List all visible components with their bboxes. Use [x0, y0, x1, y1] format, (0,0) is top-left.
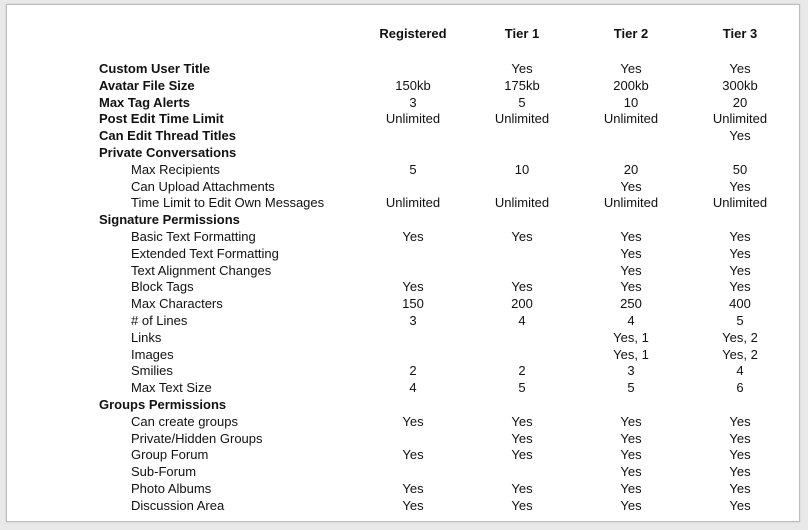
table-cell: Yes — [511, 228, 533, 244]
table-cell: Yes — [511, 61, 533, 76]
table-cell: 150 — [402, 296, 424, 312]
table-cell: 5 — [518, 380, 526, 396]
table-row — [7, 498, 801, 515]
row-label: Custom User Title — [99, 61, 211, 76]
table-cell: Yes — [620, 228, 642, 244]
row-sublabel: Images — [131, 346, 174, 362]
column-header-tier-2: Tier 2 — [613, 26, 649, 41]
table-cell: Unlimited — [603, 111, 659, 127]
table-cell: Yes — [402, 497, 424, 513]
row-sublabel: Max Characters — [131, 296, 223, 312]
table-cell: Yes — [729, 430, 751, 446]
table-row — [7, 330, 801, 347]
table-row — [7, 195, 801, 212]
row-label: Avatar File Size — [99, 77, 195, 93]
table-cell: Yes — [729, 178, 751, 194]
table-cell: Yes — [620, 61, 642, 76]
table-cell: Yes — [402, 413, 424, 429]
table-row — [7, 431, 801, 448]
table-cell: Unlimited — [385, 111, 441, 127]
table-cell: 10 — [514, 161, 530, 177]
table-cell: Yes — [511, 497, 533, 513]
table-cell: Yes — [729, 61, 751, 76]
table-cell: Yes — [729, 497, 751, 513]
row-sublabel: Can create groups — [131, 413, 238, 429]
row-sublabel: Basic Text Formatting — [131, 228, 256, 244]
table-cell: Yes, 2 — [722, 329, 758, 345]
table-row — [7, 263, 801, 280]
table-cell: 4 — [518, 312, 526, 328]
row-label: Signature Permissions — [99, 212, 240, 228]
table-row — [7, 212, 801, 229]
table-row — [7, 179, 801, 196]
row-sublabel: Max Text Size — [131, 380, 212, 396]
table-cell: 200 — [511, 296, 533, 312]
row-label: Post Edit Time Limit — [99, 111, 224, 127]
table-row — [7, 128, 801, 145]
table-cell: 150kb — [395, 77, 431, 93]
row-label: Can Edit Thread Titles — [99, 128, 237, 144]
table-cell: 175kb — [504, 77, 540, 93]
table-cell: Yes — [620, 497, 642, 513]
table-cell: Yes — [620, 430, 642, 446]
table-cell: 10 — [623, 94, 639, 110]
row-label: Max Tag Alerts — [99, 94, 191, 110]
table-cell: Yes — [729, 245, 751, 261]
table-cell: 3 — [409, 94, 417, 110]
table-cell: 2 — [409, 363, 417, 379]
row-sublabel: Discussion Area — [131, 497, 225, 513]
table-cell: Yes, 1 — [613, 329, 649, 345]
table-cell: 6 — [736, 380, 744, 396]
table-cell: Yes — [402, 447, 424, 463]
table-row — [7, 78, 801, 95]
column-header-tier-1: Tier 1 — [504, 26, 540, 41]
table-cell: 4 — [409, 380, 417, 396]
table-cell: 4 — [627, 312, 635, 328]
table-cell: 5 — [736, 312, 744, 328]
table-cell: Yes — [620, 245, 642, 261]
row-sublabel: Private/Hidden Groups — [131, 430, 263, 446]
table-cell: Unlimited — [494, 111, 550, 127]
table-cell: Unlimited — [494, 195, 550, 211]
row-sublabel: Links — [131, 329, 162, 345]
table-cell: 50 — [732, 161, 748, 177]
table-row — [7, 246, 801, 263]
table-cell: 250 — [620, 296, 642, 312]
permissions-table — [7, 61, 801, 515]
row-sublabel: # of Lines — [131, 312, 188, 328]
table-row — [7, 61, 801, 78]
table-row — [7, 347, 801, 364]
row-sublabel: Smilies — [131, 363, 173, 379]
table-cell: Yes — [511, 447, 533, 463]
table-cell: Yes — [729, 413, 751, 429]
table-row — [7, 95, 801, 112]
table-cell: 2 — [518, 363, 526, 379]
table-row — [7, 481, 801, 498]
table-cell: 3 — [627, 363, 635, 379]
table-cell: Yes — [511, 430, 533, 446]
table-cell: Yes, 1 — [613, 346, 649, 362]
table-cell: Yes — [402, 279, 424, 295]
table-cell: 200kb — [613, 77, 649, 93]
row-sublabel: Group Forum — [131, 447, 209, 463]
table-cell: Yes — [511, 413, 533, 429]
row-sublabel: Can Upload Attachments — [131, 178, 275, 194]
table-row — [7, 464, 801, 481]
column-header-tier-3: Tier 3 — [722, 26, 758, 41]
table-cell: 3 — [409, 312, 417, 328]
table-cell: Yes — [729, 228, 751, 244]
row-sublabel: Sub-Forum — [131, 464, 197, 480]
table-row — [7, 279, 801, 296]
table-cell: Unlimited — [603, 195, 659, 211]
table-cell: Yes — [511, 480, 533, 496]
table-cell: Yes — [729, 128, 751, 144]
row-label: Private Conversations — [99, 144, 237, 160]
table-cell: 5 — [409, 161, 417, 177]
table-cell: Yes — [402, 480, 424, 496]
row-sublabel: Max Recipients — [131, 161, 220, 177]
row-label: Groups Permissions — [99, 396, 227, 412]
table-cell: 5 — [627, 380, 635, 396]
table-row — [7, 447, 801, 464]
table-cell: 400 — [729, 296, 751, 312]
table-row — [7, 363, 801, 380]
table-cell: 4 — [736, 363, 744, 379]
column-header-registered: Registered — [379, 26, 447, 41]
table-cell: Yes — [402, 228, 424, 244]
table-row — [7, 397, 801, 414]
table-row — [7, 414, 801, 431]
table-cell: Unlimited — [712, 195, 768, 211]
table-cell: 5 — [518, 94, 526, 110]
table-cell: 300kb — [722, 77, 758, 93]
table-row — [7, 162, 801, 179]
row-sublabel: Block Tags — [131, 279, 194, 295]
table-row — [7, 111, 801, 128]
table-row — [7, 380, 801, 397]
table-cell: Yes — [729, 279, 751, 295]
table-row — [7, 296, 801, 313]
table-cell: Yes — [620, 279, 642, 295]
table-row — [7, 145, 801, 162]
table-cell: Yes — [729, 480, 751, 496]
table-cell: Yes — [620, 178, 642, 194]
table-cell: Yes — [729, 464, 751, 480]
table-cell: Yes — [620, 447, 642, 463]
table-cell: Unlimited — [385, 195, 441, 211]
document-page — [6, 4, 800, 522]
table-cell: 20 — [732, 94, 748, 110]
table-cell: Yes, 2 — [722, 346, 758, 362]
table-cell: Unlimited — [712, 111, 768, 127]
table-cell: Yes — [511, 279, 533, 295]
table-cell: Yes — [620, 480, 642, 496]
table-cell: Yes — [620, 464, 642, 480]
table-row — [7, 313, 801, 330]
table-cell: Yes — [729, 262, 751, 278]
table-cell: Yes — [620, 262, 642, 278]
table-cell: 20 — [623, 161, 639, 177]
row-sublabel: Photo Albums — [131, 480, 212, 496]
table-row — [7, 229, 801, 246]
row-sublabel: Text Alignment Changes — [131, 262, 272, 278]
row-sublabel: Extended Text Formatting — [131, 245, 279, 261]
table-cell: Yes — [729, 447, 751, 463]
row-sublabel: Time Limit to Edit Own Messages — [131, 195, 325, 211]
table-cell: Yes — [620, 413, 642, 429]
